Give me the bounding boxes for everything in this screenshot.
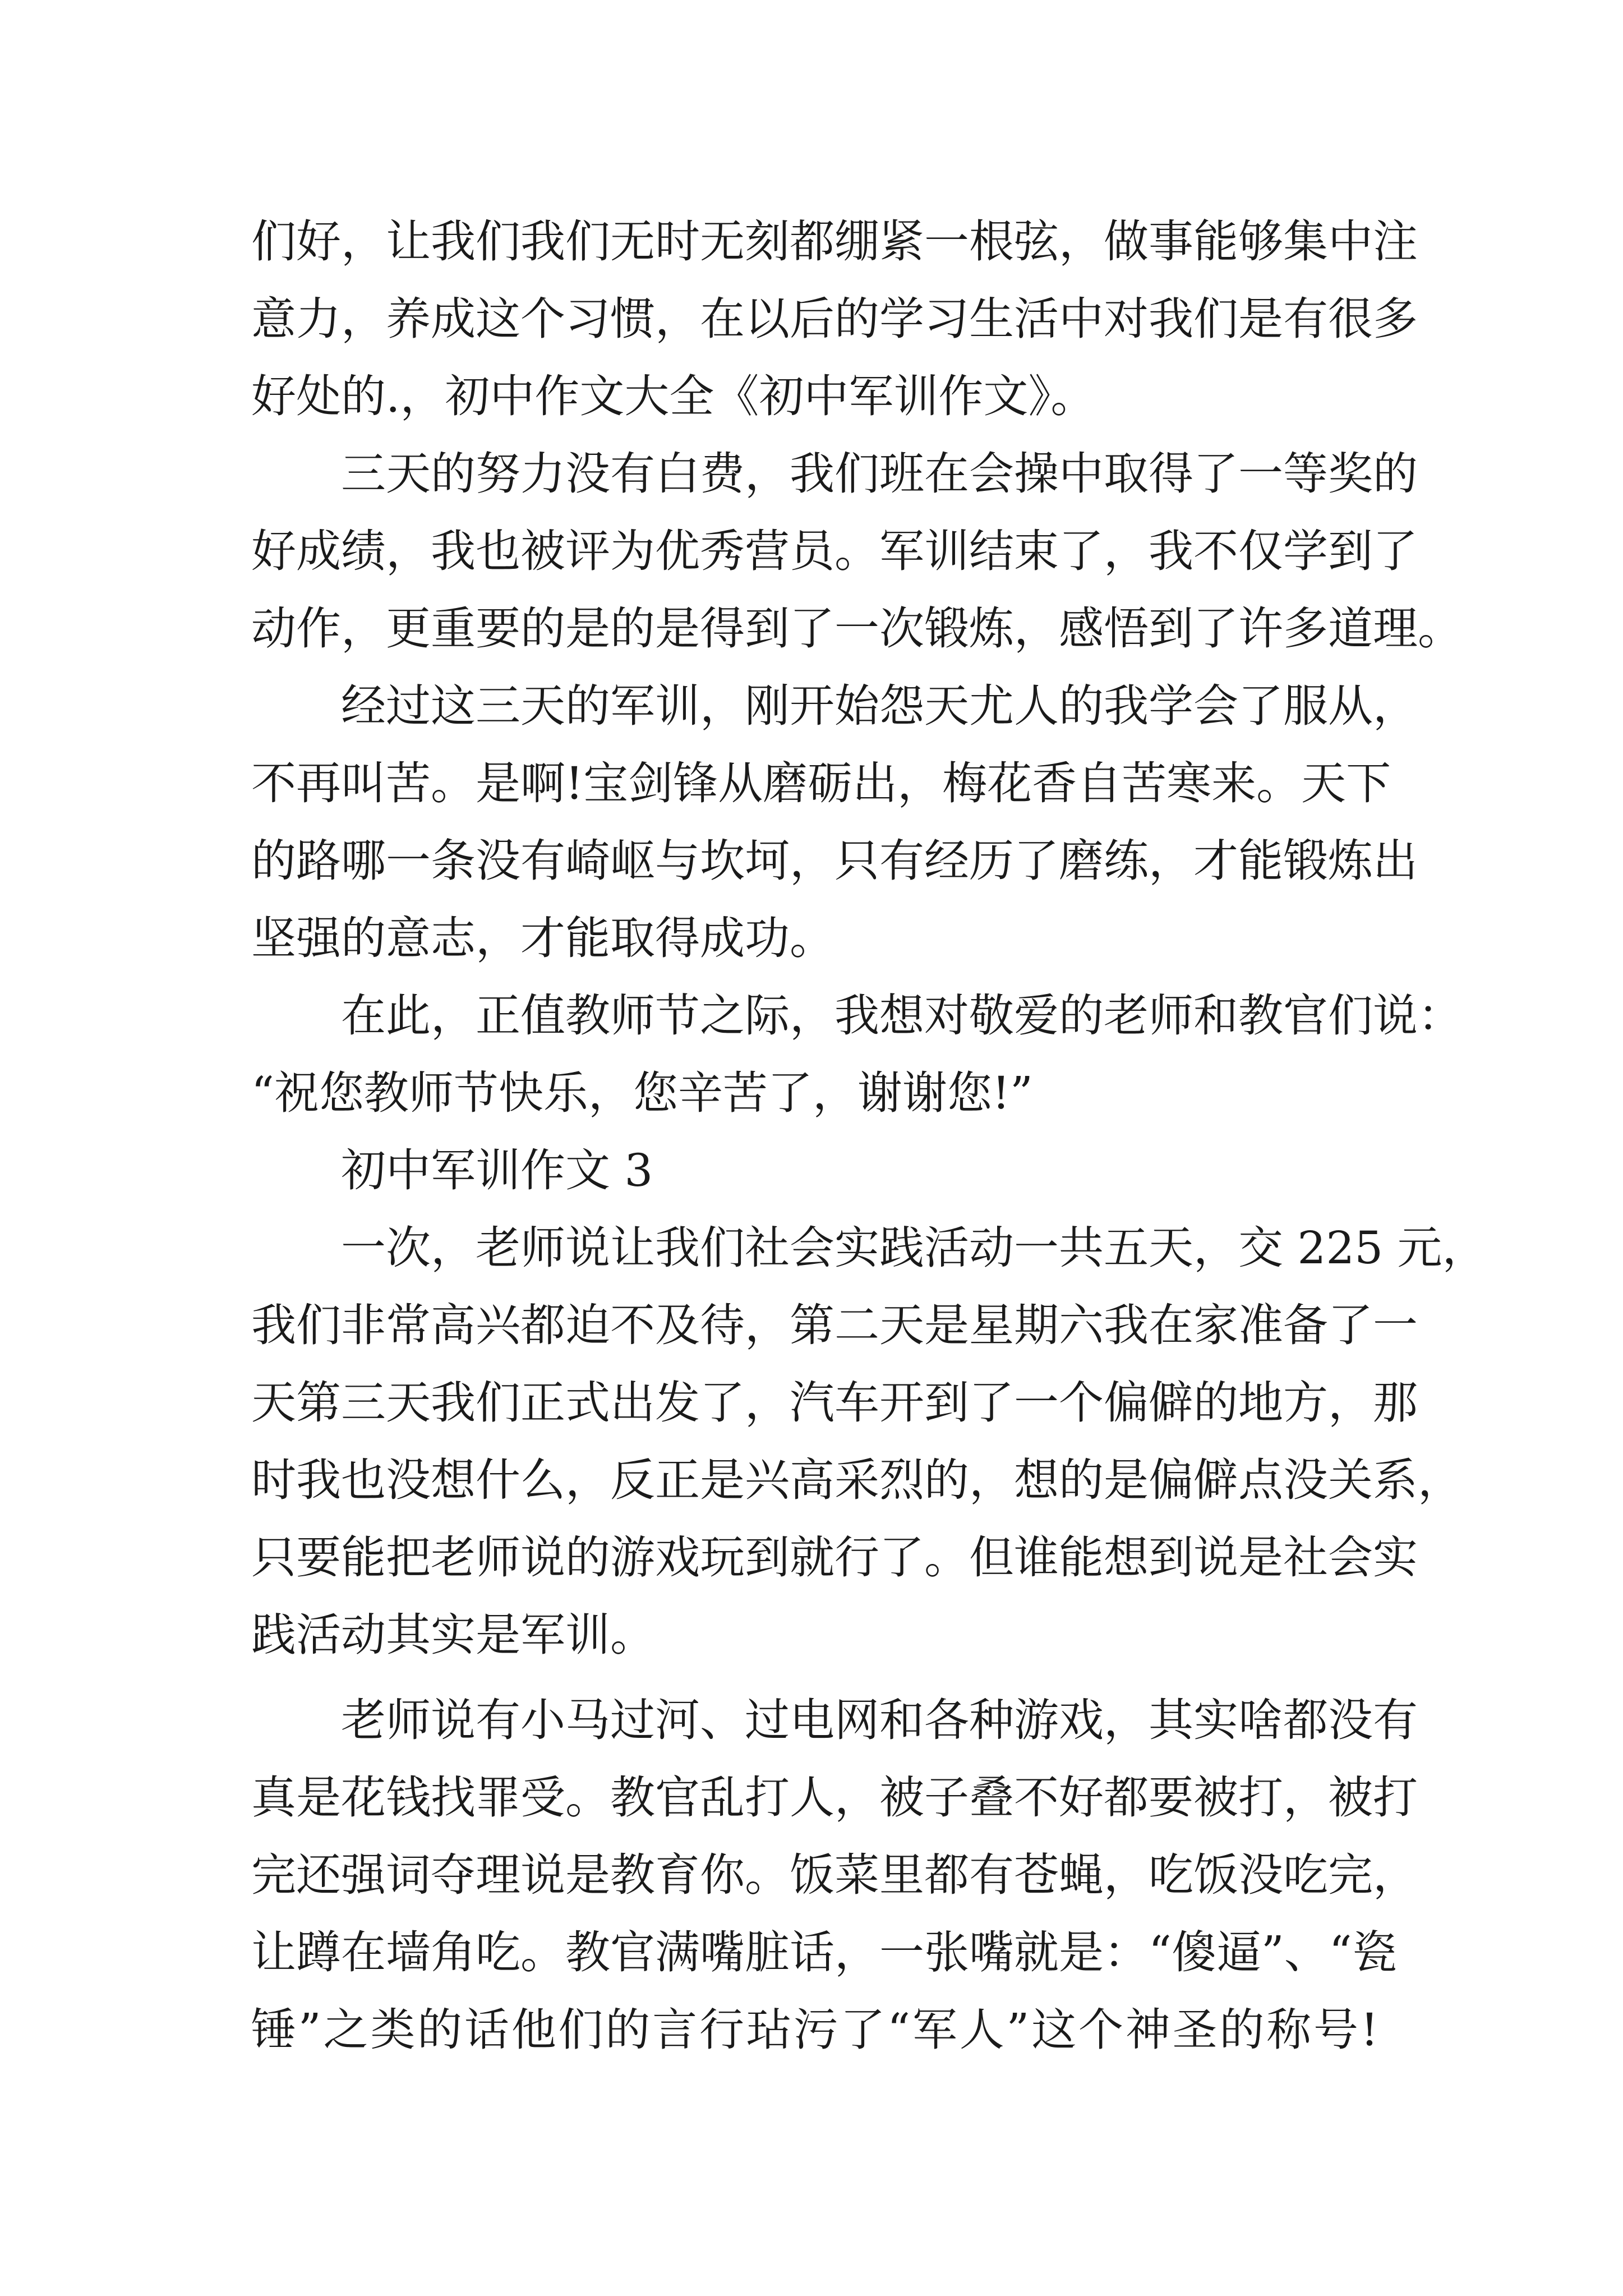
body-text (251, 203, 1487, 2069)
text-line: 我们非常高兴都迫不及待，第二天是星期六我在家准备了一 (251, 1299, 1418, 1351)
text-line: 践活动其实是军训。 (251, 1609, 655, 1661)
text-line: 经过这三天的军训，刚开始怨天尤人的我学会了服从， (341, 680, 1418, 732)
text-line: 时我也没想什么，反正是兴高采烈的，想的是偏僻点没关系， (251, 1454, 1463, 1506)
text-line: 老师说有小马过河、过电网和各种游戏，其实啥都没有 (341, 1694, 1418, 1746)
text-line: 好处的.，初中作文大全《初中军训作文》。 (251, 370, 1096, 422)
text-line: “祝您教师节快乐，您辛苦了，谢谢您!” (251, 1067, 1033, 1119)
text-line: 锤”之类的话他们的言行玷污了“军人”这个神圣的称号! (251, 2004, 1378, 2056)
text-line: 坚强的意志，才能取得成功。 (251, 912, 834, 964)
text-line: 只要能把老师说的游戏玩到就行了。但谁能想到说是社会实 (251, 1531, 1418, 1584)
text-line: 意力，养成这个习惯，在以后的学习生活中对我们是有很多 (251, 293, 1418, 345)
text-line: 动作，更重要的是的是得到了一次锻炼，感悟到了许多道理。 (251, 602, 1463, 655)
text-line: 三天的努力没有白费，我们班在会操中取得了一等奖的 (341, 448, 1418, 500)
text-line: 们好，让我们我们无时无刻都绷紧一根弦，做事能够集中注 (251, 215, 1418, 268)
text-line: 的路哪一条没有崎岖与坎坷，只有经历了磨练，才能锻炼出 (251, 835, 1418, 887)
text-line: 天第三天我们正式出发了，汽车开到了一个偏僻的地方，那 (251, 1377, 1418, 1429)
text-line: 好成绩，我也被评为优秀营员。军训结束了，我不仅学到了 (251, 525, 1418, 577)
text-line: 让蹲在墙角吃。教官满嘴脏话，一张嘴就是：“傻逼”、“瓷 (251, 1926, 1397, 1978)
text-line: 真是花钱找罪受。教官乱打人，被子叠不好都要被打，被打 (251, 1772, 1418, 1824)
text-line: 完还强词夺理说是教育你。饭菜里都有苍蝇，吃饭没吃完， (251, 1849, 1418, 1901)
text-line: 在此，正值教师节之际，我想对敬爱的老师和教官们说： (341, 990, 1463, 1042)
text-line: 不再叫苦。是啊!宝剑锋从磨砺出，梅花香自苦寒来。天下 (251, 757, 1391, 809)
text-line: 一次，老师说让我们社会实践活动一共五天，交 225 元， (341, 1222, 1487, 1274)
text-line: 初中军训作文 3 (341, 1144, 653, 1197)
